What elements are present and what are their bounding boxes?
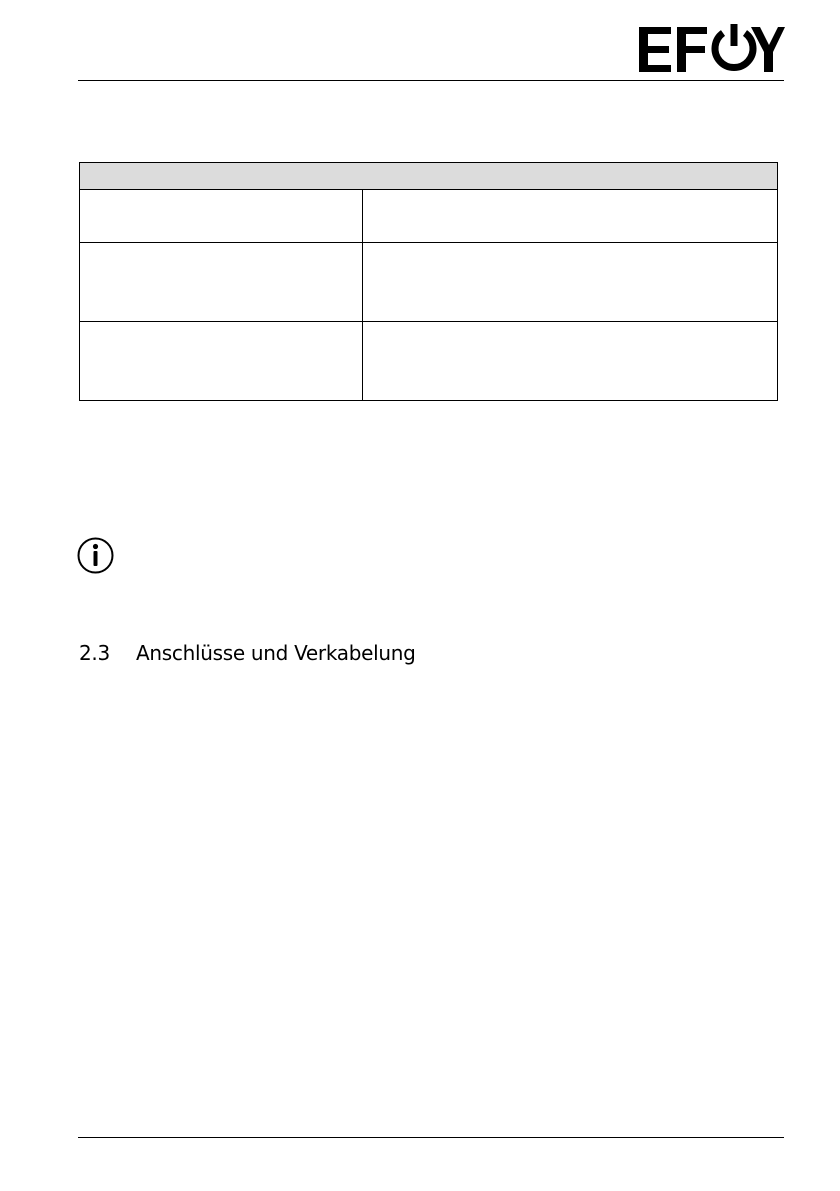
header-rule <box>78 80 784 81</box>
table-header-row <box>80 163 778 190</box>
info-icon <box>77 537 114 574</box>
table-cell <box>80 190 363 243</box>
spec-table <box>79 162 778 401</box>
section-heading <box>79 641 416 665</box>
table-cell <box>363 243 778 322</box>
table-cell <box>363 190 778 243</box>
table-header-cell <box>80 163 778 190</box>
footer-rule <box>78 1137 784 1138</box>
table-row <box>80 322 778 401</box>
table-row <box>80 190 778 243</box>
section-number: 2.3 <box>79 641 110 665</box>
efoy-logo <box>637 24 785 76</box>
table-cell <box>363 322 778 401</box>
section-title: Anschlüsse und Verkabelung <box>136 641 416 665</box>
table-row <box>80 243 778 322</box>
table-cell <box>80 322 363 401</box>
table-cell <box>80 243 363 322</box>
